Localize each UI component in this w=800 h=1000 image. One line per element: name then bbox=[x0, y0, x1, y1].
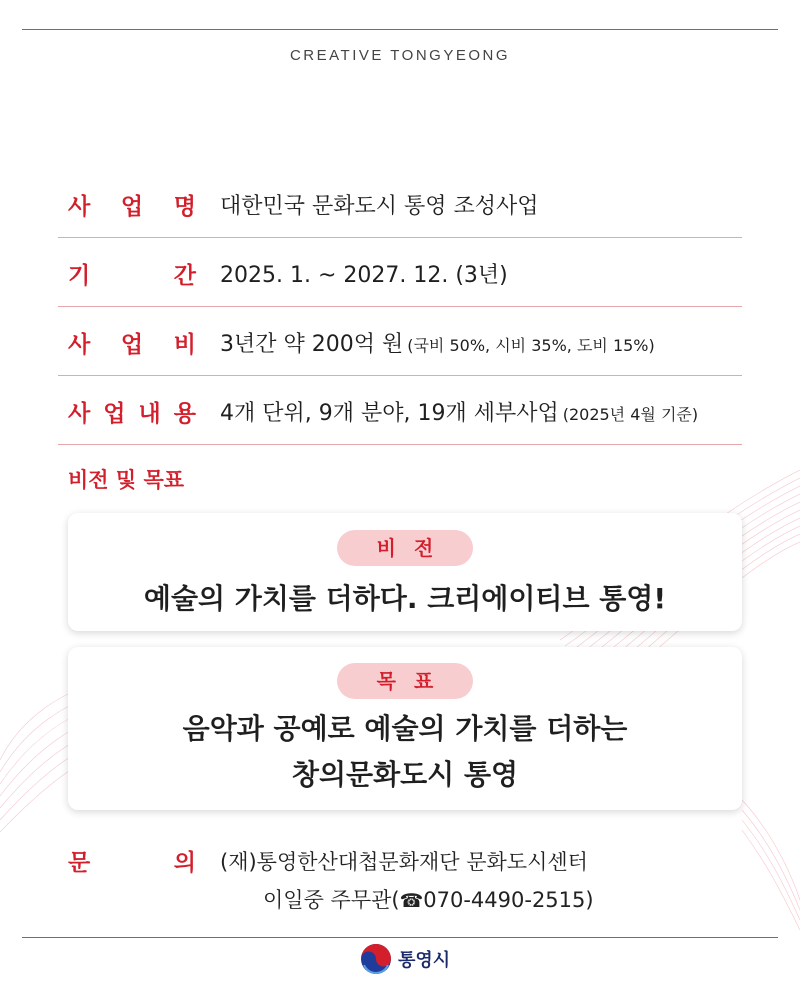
city-name: 통영시 bbox=[398, 950, 451, 971]
row-divider bbox=[58, 444, 742, 445]
row-label: 기 간 bbox=[68, 262, 196, 289]
brand-title: CREATIVE TONGYEONG bbox=[289, 47, 511, 64]
row-divider bbox=[58, 306, 742, 307]
goal-text-line2: 창의문화도시 통영 bbox=[291, 758, 519, 791]
row-divider bbox=[58, 375, 742, 376]
city-logo bbox=[360, 943, 450, 975]
row-label: 사 업 비 bbox=[68, 331, 196, 358]
vision-section-title: 비전 및 목표 bbox=[68, 468, 185, 492]
row-value: 3년간 약 200억 원 (국비 50%, 시비 35%, 도비 15%) bbox=[220, 331, 655, 357]
phone-icon: ☎ bbox=[399, 890, 424, 912]
top-rule bbox=[22, 29, 778, 30]
vision-card bbox=[68, 513, 742, 631]
row-value: 대한민국 문화도시 통영 조성사업 bbox=[220, 193, 539, 219]
row-label: 사 업 명 bbox=[68, 193, 196, 220]
vision-badge: 비전 bbox=[337, 530, 473, 566]
goal-card bbox=[68, 647, 742, 810]
info-row-period bbox=[58, 239, 742, 307]
info-row-content bbox=[58, 377, 742, 445]
contact-organization: (재)통영한산대첩문화재단 문화도시센터 bbox=[220, 850, 588, 874]
goal-text-line1: 음악과 공예로 예술의 가치를 더하는 bbox=[182, 712, 628, 745]
row-value: 2025. 1. ~ 2027. 12. (3년) bbox=[220, 262, 508, 288]
goal-badge: 목표 bbox=[337, 663, 473, 699]
row-label: 사 업 내 용 bbox=[68, 400, 196, 427]
budget-note: (국비 50%, 시비 35%, 도비 15%) bbox=[407, 335, 655, 355]
content-note: (2025년 4월 기준) bbox=[562, 404, 699, 424]
vision-text: 예술의 가치를 더하다. 크리에이티브 통영! bbox=[143, 582, 667, 615]
info-row-budget bbox=[58, 308, 742, 376]
row-value: 4개 단위, 9개 분야, 19개 세부사업 (2025년 4월 기준) bbox=[220, 400, 699, 426]
row-divider bbox=[58, 237, 742, 238]
contact-label: 문 의 bbox=[68, 850, 196, 876]
phone-number[interactable]: 070-4490-2515 bbox=[423, 888, 586, 912]
taegeuk-logo-icon bbox=[360, 943, 392, 975]
info-row-project-name bbox=[58, 170, 742, 238]
bottom-rule bbox=[22, 937, 778, 938]
contact-person: 이일중 주무관(☎070-4490-2515) bbox=[263, 888, 594, 912]
